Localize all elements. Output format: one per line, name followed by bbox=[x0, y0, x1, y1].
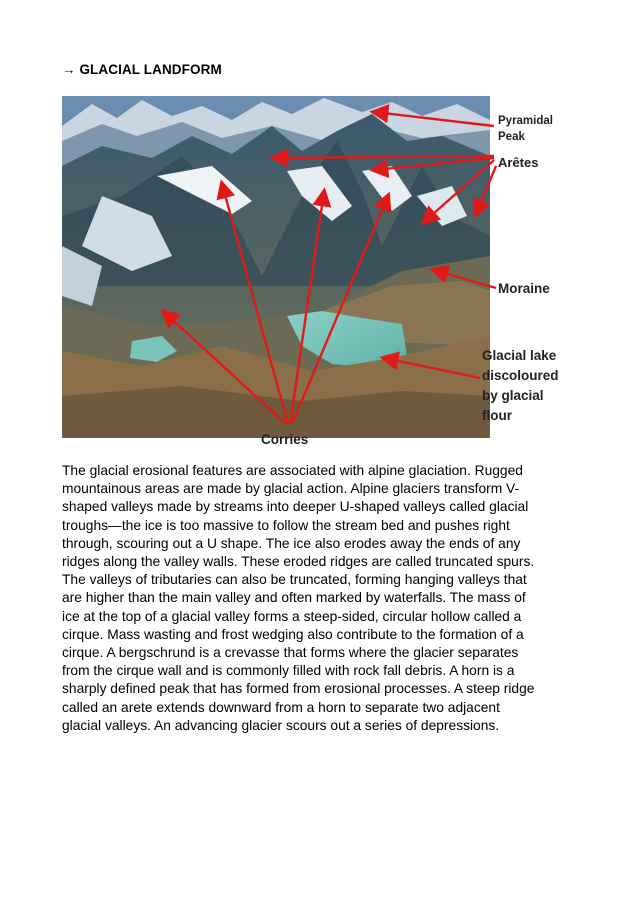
glacial-landform-figure bbox=[62, 96, 572, 450]
body-line: mountainous areas are made by glacial action. Alpine glaciers transform V- bbox=[62, 481, 520, 497]
body-line: from the cirque wall and is commonly filled with rock fall debris. A horn is a bbox=[62, 663, 515, 679]
label-lake-line-2: discoloured bbox=[482, 368, 559, 383]
body-line: cirque. A bergschrund is a crevasse that forms where the glacier separates bbox=[62, 645, 519, 661]
label-pyramidal-peak bbox=[498, 113, 553, 145]
body-line: are higher than the main valley and often marked by waterfalls. The mass of bbox=[62, 590, 526, 606]
arrow-moraine bbox=[434, 270, 496, 288]
label-glacial-lake bbox=[482, 346, 559, 426]
arrow-arete-2 bbox=[374, 158, 494, 170]
label-pyramidal-line-2: Peak bbox=[498, 131, 525, 143]
arrow-pyramidal-peak bbox=[374, 112, 494, 126]
label-pyramidal-line-1: Pyramidal bbox=[498, 115, 553, 127]
body-line: shaped valleys made by streams into deeper U-shaped valleys called glacial bbox=[62, 499, 529, 515]
arrow-corrie-1 bbox=[222, 184, 288, 424]
body-paragraph bbox=[62, 462, 582, 735]
body-line: cirque. Mass wasting and frost wedging also contribute to the formation of a bbox=[62, 626, 524, 642]
page-heading: → GLACIAL LANDFORM bbox=[62, 62, 222, 77]
body-line: The valleys of tributaries can also be truncated, forming hanging valleys that bbox=[62, 572, 527, 588]
arrow-glacial-lake bbox=[384, 358, 480, 378]
arrow-corrie-4 bbox=[164, 312, 286, 424]
body-line: glacial valleys. An advancing glacier scours out a series of depressions. bbox=[62, 717, 500, 733]
body-line: troughs—the ice is too massive to follow the stream bed and pushes right bbox=[62, 517, 510, 533]
body-line: The glacial erosional features are associated with alpine glaciation. Rugged bbox=[62, 463, 523, 478]
body-line: sharply defined peak that has formed from erosional processes. A steep ridge bbox=[62, 681, 535, 697]
arrow-arete-3 bbox=[424, 160, 494, 222]
arrow-arete-1 bbox=[274, 156, 494, 158]
label-moraine: Moraine bbox=[498, 281, 550, 296]
body-line: ridges along the valley walls. These eroded ridges are called truncated spurs. bbox=[62, 554, 535, 570]
label-lake-line-4: flour bbox=[482, 408, 512, 423]
body-line: ice at the top of a glacial valley forms a steep-sided, circular hollow called a bbox=[62, 608, 522, 624]
label-corries: Corries bbox=[261, 432, 309, 447]
body-line: through, scouring out a U shape. The ice also erodes away the ends of any bbox=[62, 535, 521, 551]
label-lake-line-3: by glacial bbox=[482, 388, 544, 403]
label-lake-line-1: Glacial lake bbox=[482, 348, 557, 363]
body-line: called an arete extends downward from a horn to separate two adjacent bbox=[62, 699, 500, 715]
label-aretes: Arêtes bbox=[498, 155, 539, 170]
